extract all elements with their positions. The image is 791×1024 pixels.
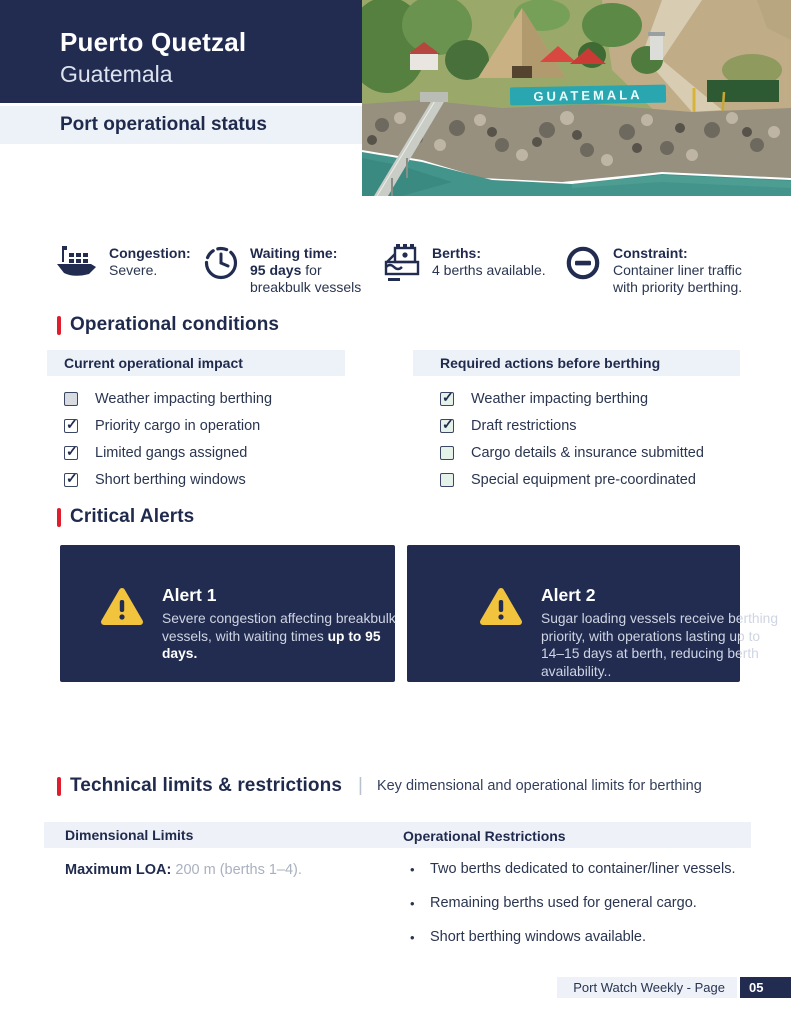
alert-card-1 bbox=[60, 545, 395, 682]
header-banner bbox=[0, 0, 362, 103]
column-header-dimensional: Dimensional Limits bbox=[65, 827, 194, 843]
list-item bbox=[410, 894, 755, 913]
list-item-text: Two berths dedicated to container/liner vessels. bbox=[430, 861, 736, 877]
bullet-icon: • bbox=[410, 930, 415, 945]
operational-restrictions-list bbox=[410, 860, 755, 962]
title-divider: | bbox=[358, 775, 363, 796]
stat-label: Waiting time: bbox=[250, 245, 338, 261]
accent-bar bbox=[57, 777, 61, 796]
checkbox[interactable] bbox=[440, 419, 454, 433]
footer-label: Port Watch Weekly - Page bbox=[557, 977, 737, 998]
checklist-item bbox=[413, 439, 740, 466]
clock-icon bbox=[203, 245, 239, 281]
stat-waiting-time bbox=[203, 245, 378, 296]
warning-icon bbox=[479, 587, 523, 627]
checklist-item bbox=[47, 412, 345, 439]
checklist bbox=[47, 385, 345, 493]
section-technical-limits bbox=[57, 775, 702, 797]
checklist-item bbox=[47, 439, 345, 466]
checkbox[interactable] bbox=[440, 392, 454, 406]
stat-label: Berths: bbox=[432, 245, 482, 261]
checklist bbox=[413, 385, 740, 493]
checklist-required-actions bbox=[413, 350, 740, 493]
section-operational-conditions bbox=[57, 314, 279, 336]
alert-card-2 bbox=[407, 545, 778, 682]
section-subtitle: Key dimensional and operational limits for berthing bbox=[376, 778, 702, 794]
limits-table-header bbox=[44, 822, 751, 848]
page-footer bbox=[557, 977, 791, 998]
stat-value: Severe. bbox=[109, 262, 158, 278]
checklist-item-label: Cargo details & insurance submitted bbox=[471, 444, 704, 461]
alert-body: Sugar loading vessels receive berthing priority, with operations lasting up to 14–15 days at berth, reducing berth availability.. bbox=[541, 611, 778, 679]
stat-congestion bbox=[55, 243, 205, 279]
no-entry-icon bbox=[565, 245, 601, 281]
checklist-item-label: Priority cargo in operation bbox=[95, 417, 261, 434]
checklist-item-label: Draft restrictions bbox=[471, 417, 577, 434]
section-critical-alerts bbox=[57, 506, 194, 528]
checklist-item-label: Weather impacting berthing bbox=[471, 390, 649, 407]
checklist-item-label: Weather impacting berthing bbox=[95, 390, 273, 407]
checkbox[interactable] bbox=[64, 419, 78, 433]
stat-value: Container liner traffic with priority berthing. bbox=[613, 262, 743, 295]
checkbox[interactable] bbox=[440, 446, 454, 460]
ship-icon bbox=[55, 243, 97, 277]
bullet-icon: • bbox=[410, 896, 415, 911]
list-item-text: Remaining berths used for general cargo. bbox=[430, 895, 697, 911]
list-item-text: Short berthing windows available. bbox=[430, 929, 647, 945]
bullet-icon: • bbox=[410, 862, 415, 877]
page-title: Puerto Quetzal bbox=[60, 27, 247, 57]
checklist-item-label: Short berthing windows bbox=[95, 471, 246, 488]
checklist-item bbox=[413, 466, 740, 493]
section-banner-label: Port operational status bbox=[60, 114, 267, 135]
checklist-header: Current operational impact bbox=[47, 350, 345, 376]
checklist-item-label: Limited gangs assigned bbox=[95, 444, 248, 461]
section-title: Technical limits & restrictions bbox=[70, 775, 342, 796]
checklist-item bbox=[47, 385, 345, 412]
limit-value: 200 m (berths 1–4). bbox=[175, 862, 302, 878]
accent-bar bbox=[57, 508, 61, 527]
dimensional-limit-row bbox=[65, 862, 302, 878]
checklist-item-label: Special equipment pre-coordinated bbox=[471, 471, 696, 488]
page-number-badge: 05 bbox=[740, 977, 791, 998]
stat-value: 4 berths available. bbox=[432, 262, 546, 278]
stat-value-line2: breakbulk vessels bbox=[250, 279, 362, 295]
accent-bar bbox=[57, 316, 61, 335]
guatemala-sign-text: GUATEMALA bbox=[533, 87, 643, 104]
page-subtitle-country: Guatemala bbox=[60, 61, 173, 87]
checklist-item bbox=[413, 412, 740, 439]
stat-value: 95 days for bbox=[250, 262, 322, 278]
checklist-item bbox=[47, 466, 345, 493]
section-title: Critical Alerts bbox=[70, 506, 195, 527]
checklist-current-impact bbox=[47, 350, 345, 493]
checklist-item bbox=[413, 385, 740, 412]
port-photo bbox=[362, 0, 791, 196]
section-banner bbox=[0, 106, 362, 144]
stat-berths bbox=[383, 241, 558, 283]
checkbox[interactable] bbox=[64, 392, 78, 406]
list-item bbox=[410, 860, 755, 879]
list-item bbox=[410, 928, 755, 947]
limit-label: Maximum LOA: bbox=[65, 862, 172, 878]
stat-label: Congestion: bbox=[109, 245, 191, 261]
alert-body: Severe congestion affecting breakbulk vessels, with waiting times up to 95 days. bbox=[162, 611, 396, 661]
warning-icon bbox=[100, 587, 144, 627]
section-title: Operational conditions bbox=[70, 314, 280, 335]
checkbox[interactable] bbox=[440, 473, 454, 487]
checkbox[interactable] bbox=[64, 473, 78, 487]
berth-dock-icon bbox=[383, 241, 421, 283]
checkbox[interactable] bbox=[64, 446, 78, 460]
stat-constraint bbox=[565, 245, 750, 296]
column-header-operational: Operational Restrictions bbox=[403, 828, 566, 844]
stat-label: Constraint: bbox=[613, 245, 688, 261]
checklist-header: Required actions before berthing bbox=[413, 350, 740, 376]
alert-title: Alert 2 bbox=[541, 585, 596, 605]
alert-title: Alert 1 bbox=[162, 585, 217, 605]
